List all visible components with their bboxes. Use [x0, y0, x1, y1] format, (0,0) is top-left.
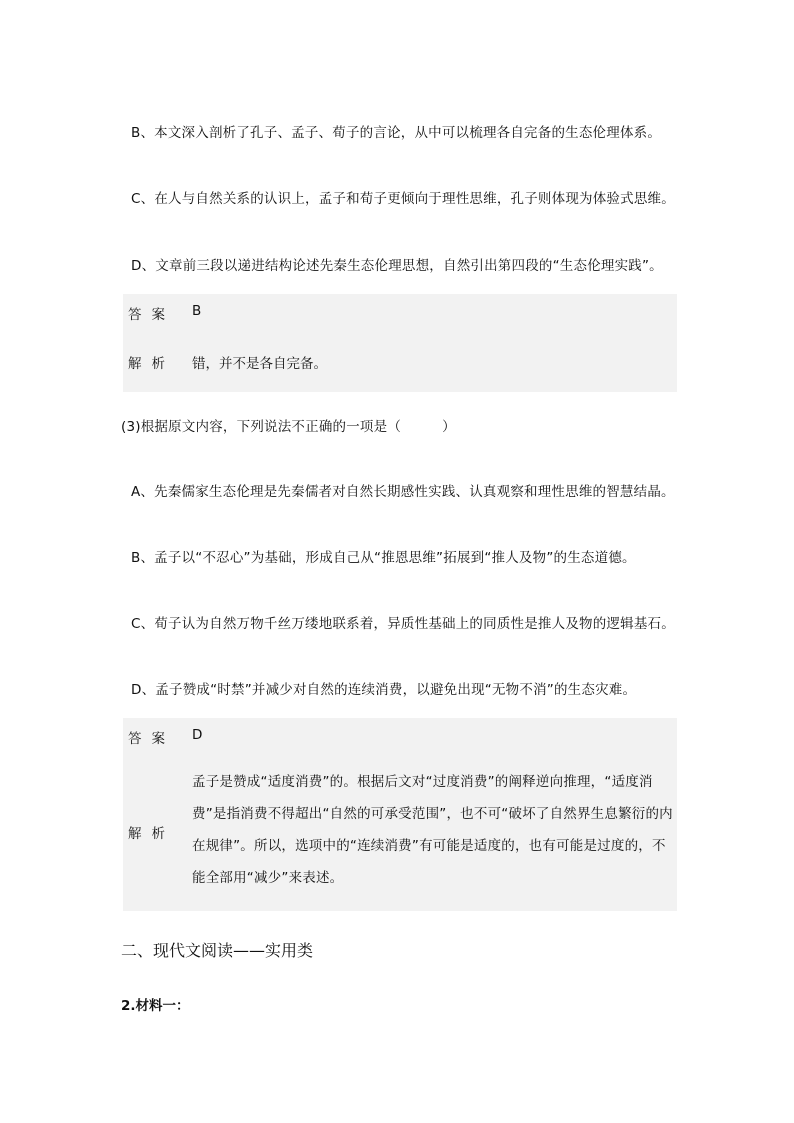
q3-option-d: D、孟子赞成“时禁”并减少对自然的连续消费，以避免出现“无物不消”的生态灾难。	[131, 682, 637, 698]
q3-option-c: C、荀子认为自然万物千丝万缕地联系着，异质性基础上的同质性是推人及物的逻辑基石。	[131, 616, 675, 632]
q3-answer-value: D	[192, 727, 203, 743]
material-label: 2.材料一：	[121, 998, 190, 1014]
q3-option-a: A、先秦儒家生态伦理是先秦儒者对自然长期感性实践、认真观察和理性思维的智慧结晶。	[131, 484, 675, 500]
q2-option-d: D、文章前三段以递进结构论述先秦生态伦理思想，自然引出第四段的“生态伦理实践”。	[131, 258, 663, 274]
section-heading: 二、现代文阅读——实用类	[121, 941, 314, 960]
q2-option-b: B、本文深入剖析了孔子、孟子、荀子的言论，从中可以梳理各自完备的生态伦理体系。	[131, 125, 662, 141]
q3-analysis-label: 解析	[128, 826, 175, 842]
q2-option-c: C、在人与自然关系的认识上，孟子和荀子更倾向于理性思维，孔子则体现为体验式思维。	[131, 191, 675, 207]
q3-analysis-value: 孟子是赞成“适度消费”的。根据后文对“过度消费”的阐释逆向推理，“适度消费”是指消费不得超出“自然的可承受范围”，也不可“破坏了自然界生息繁衍的内在规律”。所以，选项中的“连续消费”有可能是适度的，也有可能是过度的，不能全部用“减少”来表述。	[192, 774, 673, 886]
q2-answer-value: B	[192, 303, 202, 319]
q3-stem: (3)根据原文内容，下列说法不正确的一项是（ ）	[121, 419, 456, 435]
q2-answer-label: 答案	[128, 307, 175, 323]
q2-analysis-label: 解析	[128, 356, 175, 372]
q3-option-b: B、孟子以“不忍心”为基础，形成自己从“推恩思维”拓展到“推人及物”的生态道德。	[131, 550, 636, 566]
q2-analysis-value: 错，并不是各自完备。	[192, 356, 327, 372]
q3-answer-label: 答案	[128, 731, 175, 747]
q3-answer-box	[123, 718, 677, 911]
q2-answer-box	[123, 294, 677, 392]
